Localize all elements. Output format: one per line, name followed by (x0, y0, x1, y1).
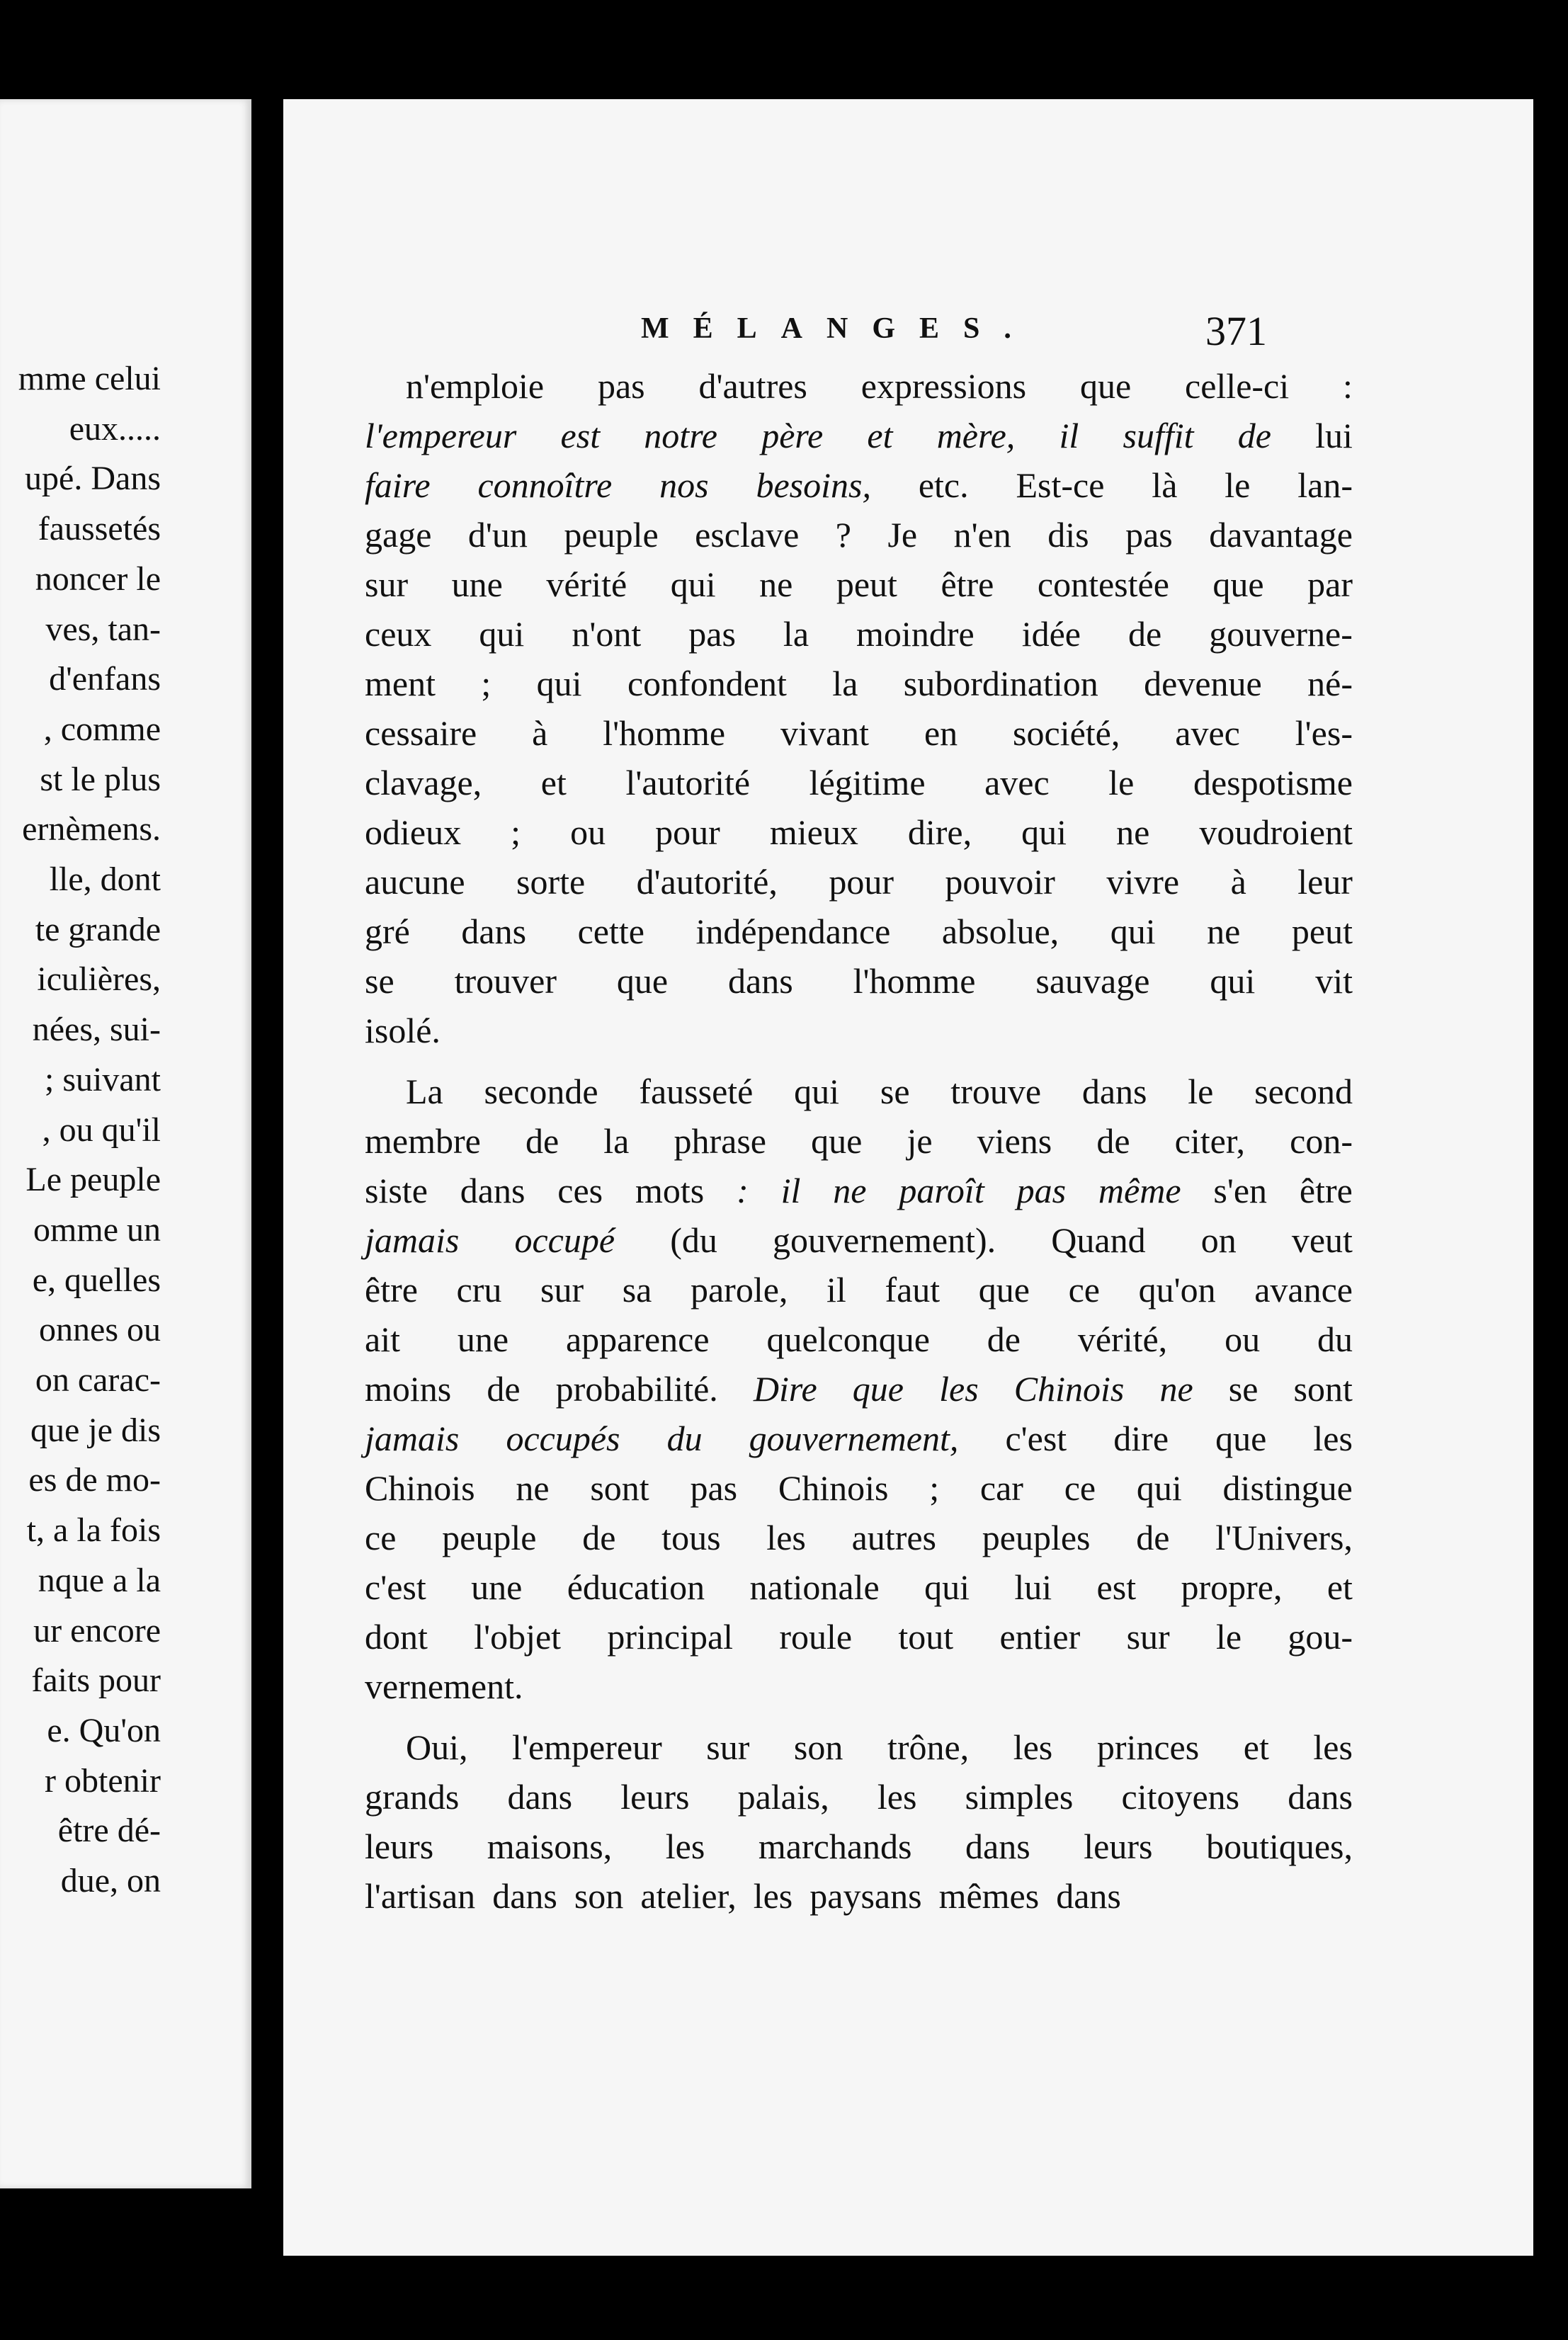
text-line: n'emploie pas d'autres expressions que celle-ci : (406, 366, 1353, 406)
text-line: isolé. (365, 1011, 441, 1050)
left-page-line: t, a la fois (26, 1511, 161, 1550)
text-line: l'artisan dans son atelier, les paysans mêmes dans (365, 1876, 1121, 1916)
page-number: 371 (1205, 308, 1267, 354)
left-page-line: on carac- (35, 1361, 161, 1399)
text-line: moins de probabilité. Dire que les Chinois ne se sont (365, 1369, 1353, 1409)
text-line: membre de la phrase que je viens de citer, con- (365, 1121, 1353, 1161)
left-page-line: lle, dont (49, 861, 161, 899)
text-line: Oui, l'empereur sur son trône, les princes et les (406, 1727, 1353, 1767)
text-line: être cru sur sa parole, il faut que ce qu'on avance (365, 1270, 1353, 1310)
left-page-line: être dé- (57, 1812, 161, 1850)
text-line: odieux ; ou pour mieux dire, qui ne voudroient (365, 812, 1353, 852)
text-line: sur une vérité qui ne peut être contestée que par (365, 564, 1353, 604)
left-page-line: , ou qu'il (42, 1111, 161, 1149)
left-page-text (18, 354, 161, 1907)
text-line: ceux qui n'ont pas la moindre idée de gouverne- (365, 614, 1353, 654)
text-line: La seconde fausseté qui se trouve dans le second (406, 1072, 1353, 1111)
text-line: gré dans cette indépendance absolue, qui ne peut (365, 911, 1353, 951)
text-line: clavage, et l'autorité légitime avec le despotisme (365, 763, 1353, 802)
text-line: jamais occupé (du gouvernement). Quand on veut (365, 1220, 1353, 1260)
left-page-line: noncer le (35, 560, 161, 598)
left-page-line: ; suivant (45, 1060, 161, 1098)
text-line: faire connoître nos besoins, etc. Est-ce là le lan- (365, 465, 1353, 505)
left-page-fragment (0, 99, 251, 2188)
left-page-line: es de mo- (28, 1461, 161, 1499)
body-text (365, 361, 1353, 1921)
left-page-line: d'enfans (49, 660, 161, 698)
left-page-line: ernèmens. (22, 810, 161, 848)
left-page-line: nées, sui- (32, 1011, 161, 1049)
text-line: vernement. (365, 1666, 523, 1706)
left-page-line: st le plus (40, 760, 161, 798)
left-page-line: iculières, (37, 960, 161, 999)
text-line: leurs maisons, les marchands dans leurs boutiques, (365, 1827, 1353, 1866)
right-page (283, 99, 1533, 2256)
text-line: grands dans leurs palais, les simples citoyens dans (365, 1777, 1353, 1817)
text-line: cessaire à l'homme vivant en société, avec l'es- (365, 713, 1353, 753)
left-page-line: due, on (60, 1862, 161, 1900)
text-line: jamais occupés du gouvernement, c'est dire que les (365, 1419, 1353, 1458)
text-line: Chinois ne sont pas Chinois ; car ce qui distingue (365, 1468, 1353, 1508)
text-line: se trouver que dans l'homme sauvage qui vit (365, 961, 1353, 1001)
running-head-title: MÉLANGES. (641, 312, 1035, 345)
left-page-line: faits pour (31, 1662, 161, 1700)
left-page-line: omme un (33, 1210, 161, 1249)
left-page-line: eux..... (69, 409, 161, 448)
left-page-line: , comme (43, 710, 161, 748)
left-page-line: que je dis (30, 1411, 161, 1449)
text-line: gage d'un peuple esclave ? Je n'en dis pas davantage (365, 515, 1353, 555)
text-line: siste dans ces mots : il ne paroît pas même s'en être (365, 1171, 1353, 1210)
text-line: c'est une éducation nationale qui lui est propre, et (365, 1567, 1353, 1607)
text-line: aucune sorte d'autorité, pour pouvoir vivre à leur (365, 862, 1353, 902)
text-line: ait une apparence quelconque de vérité, ou du (365, 1319, 1353, 1359)
left-page-line: te grande (35, 910, 161, 948)
left-page-line: ves, tan- (45, 610, 161, 648)
left-page-line: e, quelles (32, 1261, 161, 1299)
left-page-line: upé. Dans (25, 460, 161, 498)
text-line: l'empereur est notre père et mère, il suffit de lui (365, 416, 1353, 455)
left-page-line: Le peuple (25, 1161, 161, 1199)
left-page-line: faussetés (38, 510, 161, 548)
running-head (283, 308, 1533, 368)
text-line: dont l'objet principal roule tout entier sur le gou- (365, 1617, 1353, 1657)
left-page-line: mme celui (18, 360, 161, 397)
left-page-line: r obtenir (45, 1761, 161, 1800)
text-line: ce peuple de tous les autres peuples de l'Univers, (365, 1518, 1353, 1557)
left-page-line: nque a la (38, 1561, 161, 1599)
left-page-line: ur encore (33, 1611, 161, 1649)
left-page-line: e. Qu'on (47, 1711, 161, 1749)
left-page-line: onnes ou (39, 1311, 161, 1349)
text-line: ment ; qui confondent la subordination devenue né- (365, 664, 1353, 703)
